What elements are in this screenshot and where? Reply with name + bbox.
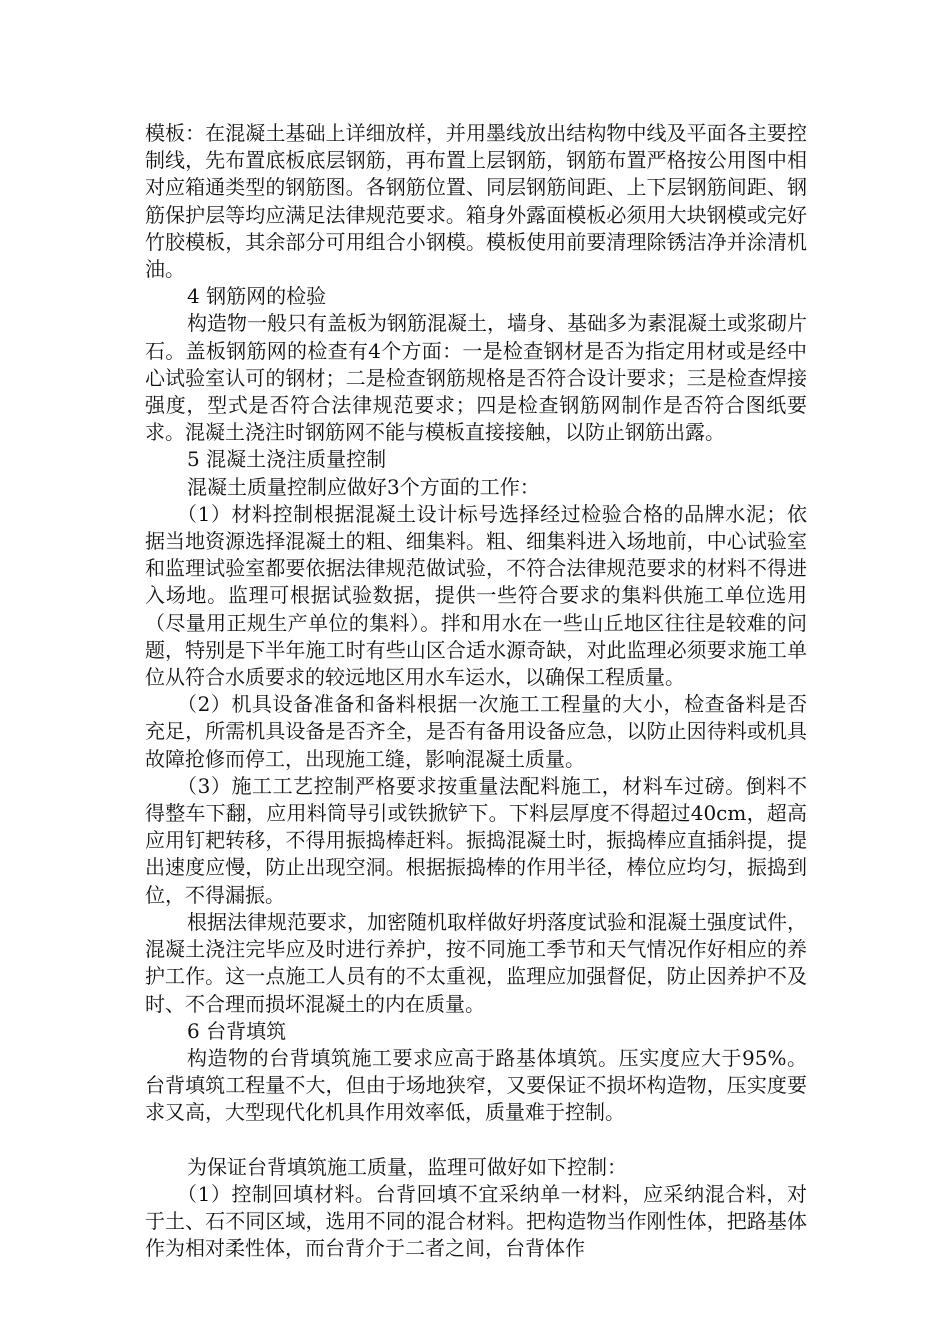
document-page: [145, 120, 807, 1262]
paragraph-concrete-intro: 混凝土质量控制应做好3个方面的工作：: [187, 474, 540, 499]
heading-rebar-inspection: 4 钢筋网的检验: [187, 284, 327, 309]
heading-concrete-pouring: 5 混凝土浇注质量控制: [187, 447, 387, 472]
paragraph-equipment: （2）机具设备准备和备料根据一次施工工程量的大小，检查备料是否充足，所需机具设备是否齐全，是否有备用设备应急，以防止因待料或机具故障抢修而停工，出现施工缝，影响混凝土质量。: [145, 692, 807, 771]
paragraph-material-control: （1）材料控制根据混凝土设计标号选择经过检验合格的品牌水泥；依据当地资源选择混凝土的粗、细集料。粗、细集料进入场地前，中心试验室和监理试验室都要依据法律规范做试验，不符合法律规范要求的材料不得进入场地。监理可根据试验数据，提供一些符合要求的集料供施工单位选用（尽量用正规生产单位的集料）。拌和用水在一些山丘地区往往是较难的问题，特别是下半年施工时有些山区合适水源奇缺，对此监理必须要求施工单位从符合水质要求的较远地区用水车运水，以确保工程质量。: [145, 501, 807, 690]
paragraph-backfill-control-intro: 为保证台背填筑施工质量，监理可做好如下控制：: [187, 1154, 627, 1179]
heading-backfill: 6 台背填筑: [187, 1018, 287, 1043]
paragraph-rebar-inspection: 构造物一般只有盖板为钢筋混凝土，墙身、基础多为素混凝土或浆砌片石。盖板钢筋网的检查有4个方面：一是检查钢材是否为指定用材或是经中心试验室认可的钢材；二是检查钢筋规格是否符合设计要求；三是检查焊接强度，型式是否符合法律规范要求；四是检查钢筋网制作是否符合图纸要求。混凝土浇注时钢筋网不能与模板直接接触，以防止钢筋出露。: [145, 311, 807, 445]
paragraph-curing: 根据法律规范要求，加密随机取样做好坍落度试验和混凝土强度试件，混凝土浇注完毕应及时进行养护，按不同施工季节和天气情况作好相应的养护工作。这一点施工人员有的不太重视，监理应加强督促，防止因养护不及时、不合理而损坏混凝土的内在质量。: [145, 909, 807, 1016]
paragraph-gap: [145, 1127, 807, 1154]
paragraph-process-control: （3）施工工艺控制严格要求按重量法配料施工，材料车过磅。倒料不得整车下翻，应用料筒导引或铁掀铲下。下料层厚度不得超过40cm，超高应用钉耙转移，不得用振捣棒赶料。振捣混凝土时，振捣棒应直插斜提，提出速度应慢，防止出现空洞。根据振捣棒的作用半径，棒位应均匀，振捣到位，不得漏振。: [145, 773, 807, 907]
paragraph-backfill-requirements: 构造物的台背填筑施工要求应高于路基体填筑。压实度应大于95%。台背填筑工程量不大，但由于场地狭窄，又要保证不损坏构造物，压实度要求又高，大型现代化机具作用效率低，质量难于控制。: [145, 1045, 807, 1125]
paragraph-backfill-material: （1）控制回填材料。台背回填不宜采纳单一材料，应采纳混合料，对于土、石不同区域，选用不同的混合材料。把构造物当作刚性体，把路基体作为相对柔性体，而台背介于二者之间，台背体作: [145, 1181, 807, 1261]
paragraph-formwork: 模板：在混凝土基础上详细放样，并用墨线放出结构物中线及平面各主要控制线，先布置底板底层钢筋，再布置上层钢筋，钢筋布置严格按公用图中相对应箱通类型的钢筋图。各钢筋位置、同层钢筋间距、上下层钢筋间距、钢筋保护层等均应满足法律规范要求。箱身外露面模板必须用大块钢模或完好竹胶模板，其余部分可用组合小钢模。模板使用前要清理除锈洁净并涂清机油。: [145, 121, 807, 282]
